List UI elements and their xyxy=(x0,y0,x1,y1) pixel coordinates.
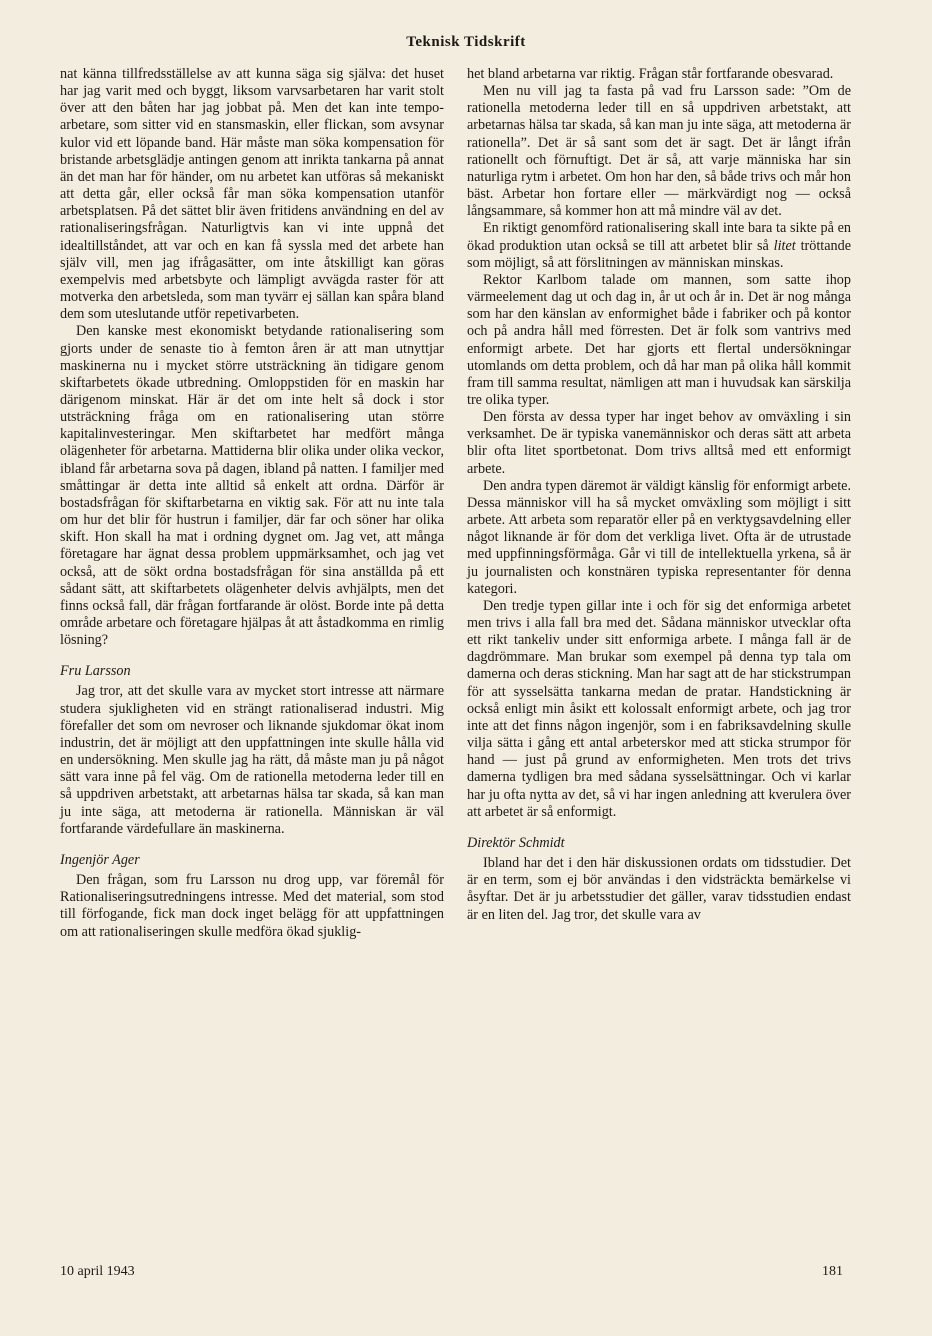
paragraph: Den andra typen däremot är väldigt känslig för enformigt arbete. Dessa människor vill ha så mycket omväxling som möjligt i sitt arbete. Att arbeta som reparatör eller på en verktygsavdelning eller något liknande är för dom det verkliga livet. Ofta är de utrustade med uppfinningsförmåga. Går vi till de intellektuella yrkena, så är ju journalisten och konstnären typiska representanter för denna kategori. xyxy=(467,477,851,597)
emphasized-word: litet xyxy=(773,237,796,254)
journal-header: Teknisk Tidskrift xyxy=(406,34,526,50)
paragraph: Jag tror, att det skulle vara av mycket stort intresse att närmare studera sjukligheten vid en strängt rationaliserad industri. Mig förefaller det som om nevroser och liknande sjukdomar ökat inom industrin, det är möjligt att den uppfattningen inte skulle hålla vid en undersökning. Men skulle jag ha rätt, då måste man ju på något sätt vara inne på fel väg. Om de rationella metoderna leder till en så uppdriven arbetstakt, att arbetarnas hälsa tar skada, så kan man ju inte säga, att metoderna är rationella. Människan är väl fortfarande värdefullare än maskinerna. xyxy=(60,683,444,837)
paragraph: Rektor Karlbom talade om mannen, som satte ihop värmeelement dag ut och dag in, år ut och år in. Det är nog många som har den känslan av enformighet både i fabriker och på kontor och på andra håll med förresten. Det är folk som vantrivs med enformigt arbete. Det har gjorts ett flertal undersökningar utomlands om detta problem, och då har man på olika håll kommit fram till samma resultat, nämligen att man i huvudsak kan särskilja tre olika typer. xyxy=(467,271,851,408)
page-number: 181 xyxy=(822,1264,843,1279)
right-column xyxy=(467,66,851,924)
paragraph: Ibland har det i den här diskussionen ordats om tidsstudier. Det är en term, som ej bör användas i den vidsträckta bemärkelse vi åsyftar. Det är ju arbetsstudier det gäller, varav tidsstudien endast är en liten del. Jag tror, det skulle vara av xyxy=(467,855,851,923)
paragraph: Den kanske mest ekonomiskt betydande rationalisering som gjorts under de senaste tio à femton åren är att man utnyttjar maskinerna nu i mycket större utsträckning än tidigare genom skiftarbetets ökade utbredning. Omloppstiden för en maskin har därigenom minskat. Här är det om inte helt så dock i stor utsträckning fråga om en rationalisering utan större kapitalinvesteringar. Men skiftarbetet har medfört många olägenheter för arbetarna. Mattiderna blir olika under olika veckor, ibland får arbetarna sova på dagen, ibland på natten. I familjer med småttingar är detta inte alltid så enkelt att ordna. Därför är bostadsfrågan för skiftarbetarna en viktig sak. För att nu inte tala om hur det blir för hustrun i familjer, där far och söner har olika skift. Hon skall ha mat i ordning dygnet om. Jag vet, att många företagare har ägnat dessa problem uppmärksamhet, och jag vet också, att de sökt ordna bostadsfrågan för sina anställda på ett sådant sätt, att skiftarbetets olägenheter delvis avhjälpts, men det finns också fall, där frågan fortfarande är olöst. Borde inte på detta område arbetare och företagare hjälpas åt att åstadkomma en rimlig lösning? xyxy=(60,323,444,649)
paragraph: het bland arbetarna var riktig. Frågan står fortfarande obesvarad. xyxy=(467,66,834,82)
paragraph xyxy=(467,220,851,271)
paragraph: Den tredje typen gillar inte i och för sig det enformiga arbetet men trivs i alla fall bra med det. Sådana människor utvecklar ofta ett rikt tankeliv under sitt enformiga arbete. I många fall är de dagdrömmare. Man brukar som exempel på denna typ tala om damerna och deras stickning. Man har sagt att de har stickstrumpan för att sysselsätta tankarna medan de pratar. Handstickning är också enligt min åsikt ett kolossalt enformigt arbete, och jag tror inte att det finns någon ingenjör, som i en fabriksavdelning skulle vilja sätta i gång ett antal arbeterskor med att sticka strumpor för hand — just på grund av enformigheten. Men trots det trivs damerna tydligen bra med sådana sysselsättningar. Och vi karlar har ju ofta nytta av det, så vi har ingen anledning att kverulera över att arbetet är så enformigt. xyxy=(467,597,851,820)
paragraph-text: En riktigt genomförd rationalisering skall inte bara ta sikte på en ökad produktion utan också se till att arbetet blir så xyxy=(467,220,851,254)
speaker-heading: Ingenjör Ager xyxy=(60,851,140,868)
speaker-heading: Direktör Schmidt xyxy=(467,834,565,851)
paragraph: Den frågan, som fru Larsson nu drog upp, var föremål för Rationaliseringsutredningens intresse. Med det material, som stod till förfogande, fick man dock inget belägg för att uppfattningen om att rationaliseringen skulle medföra ökad sjuklig- xyxy=(60,872,444,940)
paragraph: nat känna tillfredsställelse av att kunna säga sig själva: det huset har jag varit med och byggt, liksom varvsarbetaren har varit stolt över att den båten har jag jobbat på. Men det kan inte tempo-arbetare, som sitter vid en stansmaskin, eller flickan, som avsynar kulor vid ett löpande band. Här måste man söka kompensation för bristande arbetsglädje antingen genom att inrikta tankarna på annat än det man har för händer, om nu arbetet kan utföras så mekaniskt att detta går, eller också får man söka kompensation utanför arbetsplatsen. På det sättet blir även fritidens användning en del av rationaliseringsfrågan. Naturligtvis kan vi inte uppnå det idealtillståndet, att var och en kan få syssla med det arbete han själv vill, men jag ifrågasätter, om inte åtskilligt kan göras exempelvis med arbetsbyte och lämpligt avvägda raster för att motverka den arbetsleda, som man tyvärr ej sällan kan spåra bland dem som uteslutande utför repetivarbeten. xyxy=(60,66,444,323)
issue-date: 10 april 1943 xyxy=(60,1264,135,1279)
speaker-heading: Fru Larsson xyxy=(60,663,131,680)
left-column xyxy=(60,66,444,941)
paragraph: Men nu vill jag ta fasta på vad fru Larsson sade: ”Om de rationella metoderna leder till en så uppdriven arbetstakt, att arbetarnas hälsa tar skada, så kan man ju inte säga, att metoderna är rationella”. Det är så sant som det är sagt. Det är långt ifrån rationellt och förnuftigt. Det är så, att varje människa har sin naturliga rytm i arbetet. Om hon har den, så både trivs och mår hon bäst. Arbetar hon fortare eller — märkvärdigt nog — också långsammare, så kommer hon att må mindre väl av det. xyxy=(467,83,851,220)
paragraph: Den första av dessa typer har inget behov av omväxling i sin verksamhet. De är typiska vanemänniskor och deras sätt att arbeta blir ofta litet sportbetonat. Dom trivs alltså med ett enformigt arbete. xyxy=(467,409,851,477)
paragraph-text: tröttande som möjligt, så att förslitningen av människan minskas. xyxy=(467,237,851,271)
